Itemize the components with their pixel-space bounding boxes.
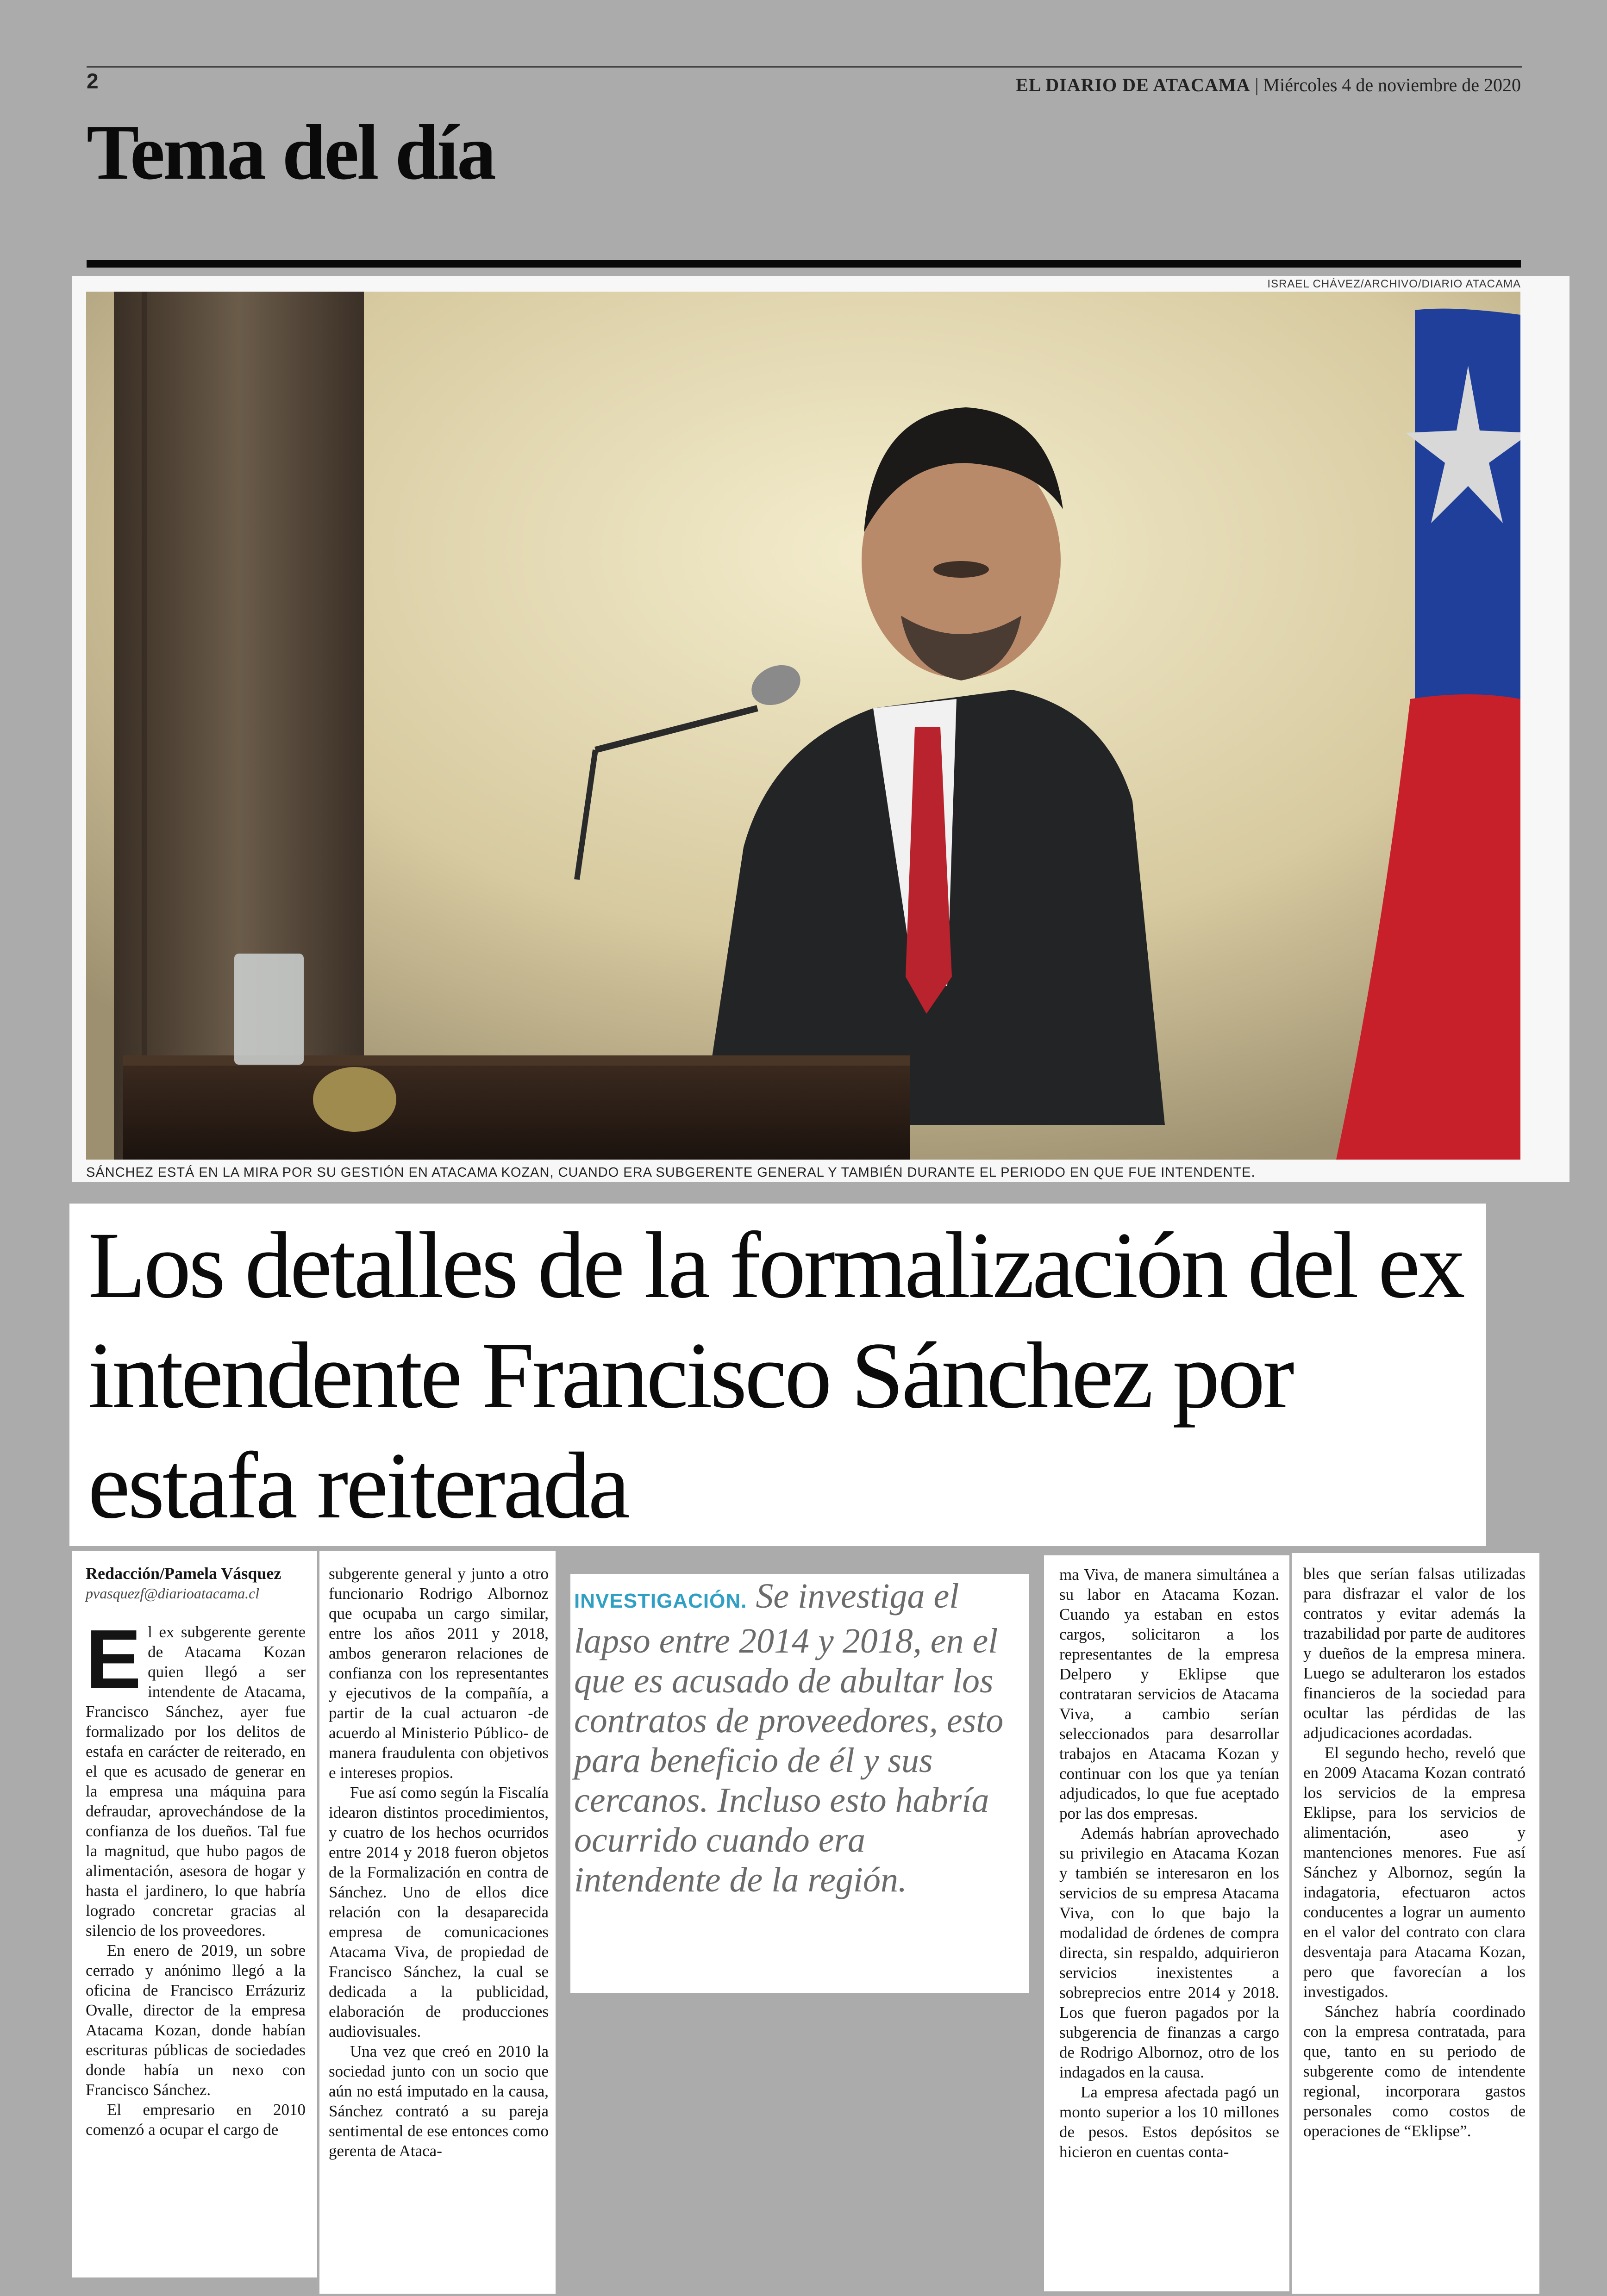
article-column-1 xyxy=(86,1564,306,2140)
article-photo xyxy=(86,292,1520,1160)
masthead-separator: | xyxy=(1255,75,1259,95)
section-rule xyxy=(87,260,1521,268)
author-email: pvasquezf@diarioatacama.cl xyxy=(86,1585,260,1602)
article-column-3 xyxy=(1059,1565,1279,2162)
drop-cap: E xyxy=(86,1613,142,1706)
photo-credit: ISRAEL CHÁVEZ/ARCHIVO/DIARIO ATACAMA xyxy=(1267,278,1521,290)
paragraph: El empresario en 2010 comenzó a ocupar el cargo de xyxy=(86,2101,306,2139)
section-title: Tema del día xyxy=(87,109,494,196)
article-column-4 xyxy=(1303,1564,1526,2141)
pullquote-tag: INVESTIGACIÓN. xyxy=(574,1590,747,1612)
page-number: 2 xyxy=(87,69,99,93)
article-column-2 xyxy=(329,1564,549,2161)
paragraph: Fue así como según la Fiscalía idearon distintos procedimientos, y cuatro de los hechos ocurridos entre 2014 y 2018 fueron objetos de la Formalización en contra de Sánchez. Uno de ellos dice relación con la desaparecida empresa de comunicaciones Atacama Viva, de propiedad de Francisco Sánchez, la cual se dedicada a la publicidad, elaboración de producciones audiovisuales. xyxy=(329,1784,549,2040)
paragraph: El segundo hecho, reveló que en 2009 Atacama Kozan contrató los servicios de la empresa Eklipse, para los servicios de alimentación, aseo y mantenciones menores. Fue así Sánchez y Albornoz, según la indagatoria, efectuaron actos conducentes a lograr un aumento en el valor del contrato con clara desventaja para Atacama Kozan, pero que favorecían a los investigados. xyxy=(1303,1744,1526,2001)
byline: Redacción/Pamela Vásquez xyxy=(86,1564,281,1583)
pullquote xyxy=(574,1576,1019,1900)
paragraph: ma Viva, de manera simultánea a su labor en Atacama Kozan. Cuando ya estaban en estos cargos, solicitaron a los representantes de la empresa Delpero y Eklipse que contrataran servicios de Atacama Viva, a cambio serían seleccionados para desarrollar trabajos en Atacama Kozan y continuar con los que ya tenían adjudicados, lo que fue aceptado por las dos empresas. xyxy=(1059,1566,1279,1822)
paragraph: Además habrían aprovechado su privilegio en Atacama Kozan y también se interesaron en los servicios de su empresa Atacama Viva, con lo que bajo la modalidad de órdenes de compra directa, sin respaldo, adquirieron servicios inexistentes a sobreprecios entre 2014 y 2018. Los que fueron pagados por la subgerencia de finanzas a cargo de Rodrigo Albornoz, otro de los indagados en la causa. xyxy=(1059,1824,1279,2081)
article-headline: Los detalles de la formalización del ex intendente Francisco Sánchez por estafa reiterada xyxy=(88,1213,1463,1538)
paragraph: bles que serían falsas utilizadas para disfrazar el valor de los contratos y evitar además la trazabilidad por parte de auditores y dueños de la empresa minera. Luego se adulteraron los estados financieros de la sociedad para ocultar las pérdidas de las adjudicaciones acordadas. xyxy=(1303,1565,1526,1742)
speaker-at-podium-illustration xyxy=(86,292,1520,1160)
photo-caption: SÁNCHEZ ESTÁ EN LA MIRA POR SU GESTIÓN EN ATACAMA KOZAN, CUANDO ERA SUBGERENTE GENERAL Y TAMBIÉN DURANTE EL PERIODO EN QUE FUE INTENDENTE. xyxy=(86,1165,1256,1180)
publication-date: Miércoles 4 de noviembre de 2020 xyxy=(1263,75,1521,95)
paragraph: La empresa afectada pagó un monto superior a los 10 millones de pesos. Estos depósitos se hicieron en cuentas conta- xyxy=(1059,2083,1279,2161)
top-rule xyxy=(87,66,1522,68)
publication-name: EL DIARIO DE ATACAMA xyxy=(1016,75,1251,95)
paragraph: En enero de 2019, un sobre cerrado y anónimo llegó a la oficina de Francisco Errázuriz Ovalle, director de la empresa Atacama Kozan, donde habían escrituras públicas de sociedades donde había un nexo con Francisco Sánchez. xyxy=(86,1941,306,2099)
paragraph: l ex subgerente gerente de Atacama Kozan quien llegó a ser intendente de Atacama, Francisco Sánchez, ayer fue formalizado por los delitos de estafa en carácter de reiterado, en el que es acusado de generar en la empresa una máquina para defraudar, aprovechándose de la confianza de los dueños. Tal fue la magnitud, que hubo pagos de alimentación, asesora de hogar y hasta el jardinero, lo que habría logrado concretar gracias al silencio de los proveedores. xyxy=(86,1623,306,1940)
paragraph: subgerente general y junto a otro funcionario Rodrigo Albornoz que ocupaba un cargo similar, entre los años 2011 y 2018, ambos generaron relaciones de confianza con los representantes y ejecutivos de la compañía, a partir de la cual actuaron -de acuerdo al Ministerio Público- de manera fraudulenta con objetivos e intereses propios. xyxy=(329,1565,549,1782)
pullquote-text: Se investiga el lapso entre 2014 y 2018, en el que es acusado de abultar los contratos de proveedores, esto para beneficio de él y sus cercanos. Incluso esto habría ocurrido cuando era intendente de la región. xyxy=(574,1577,1004,1899)
masthead xyxy=(1016,74,1521,96)
paragraph: Una vez que creó en 2010 la sociedad junto con un socio que aún no está imputado en la causa, Sánchez contrató a su pareja sentimental de ese entonces como gerenta de Ataca- xyxy=(329,2042,549,2160)
paragraph: Sánchez habría coordinado con la empresa contratada, para que, tanto en su periodo de subgerente como de intendente regional, incorporara gastos personales como costos de operaciones de “Eklipse”. xyxy=(1303,2003,1526,2140)
